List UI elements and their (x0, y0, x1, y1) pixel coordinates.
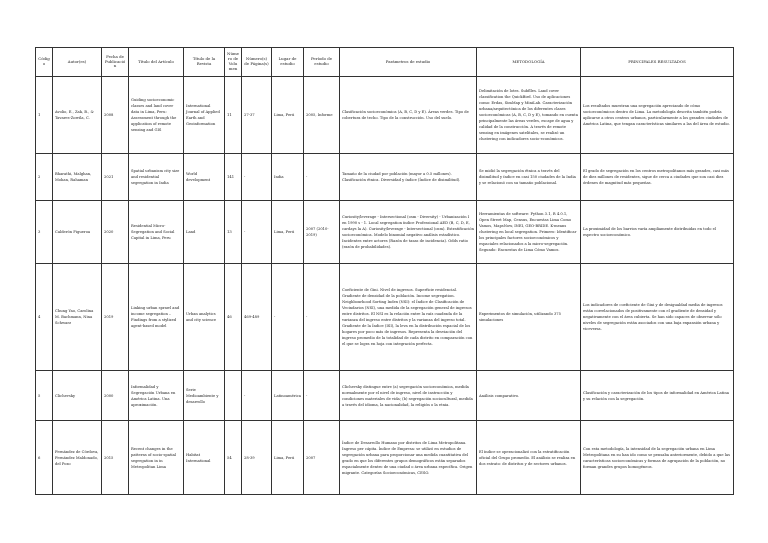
cell-volumen: 46 (225, 264, 242, 371)
cell-autores: Calderón Figueroa (53, 201, 102, 264)
cell-paginas: 28-39 (242, 421, 272, 495)
cell-parametros: Clichevsky distingue entre (a) segregación socioeconómica, medida normalmente por el nivel de ingreso, nivel de instrucción y condiciones materiales de vida; (b) segregación sociocultural, medida a través del idioma, la nacionalidad, la religión o la etnia. (340, 371, 477, 421)
header-periodo: Período de estudio (304, 48, 340, 77)
header-parametros: Parámetros de estudio (340, 48, 477, 77)
cell-titulo-articulo: Linking urban sprawl and income segregation – Findings from a stylized agent-based model (129, 264, 184, 371)
cell-volumen: 13 (225, 201, 242, 264)
header-lugar: Lugar de estudio (272, 48, 304, 77)
header-fecha: Fecha de Publicación (102, 48, 129, 77)
table-row (36, 371, 734, 421)
cell-lugar: Lima, Perú (272, 77, 304, 154)
header-resultados: PRINCIPALES RESULTADOS (581, 48, 734, 77)
table-row (36, 154, 734, 201)
cell-paginas: - (242, 201, 272, 264)
cell-periodo: - (304, 371, 340, 421)
literature-review-table (35, 47, 734, 495)
cell-titulo-articulo: Guiding socioeconomic classes and land cover data in Lima, Peru: Assessment through the application of remote sensing and GIS (129, 77, 184, 154)
cell-paginas: - (242, 371, 272, 421)
cell-periodo: 2007 (2010-2019) (304, 201, 340, 264)
cell-titulo-revista: Urban analytics and city science (184, 264, 225, 371)
cell-codigo: 3 (36, 201, 53, 264)
cell-fecha: 2021 (102, 154, 129, 201)
cell-titulo-revista: Habitat International (184, 421, 225, 495)
cell-codigo: 2 (36, 154, 53, 201)
cell-parametros: Índice de Desarrollo Humano por distritos de Lima Metropolitana. Ingreso per cápita. Índice de Empresa: se utilizó en estudios de segregación urbana para proporcionar una medida cuantitativa del grado en que los diferentes grupos demográficos están separados espacialmente dentro de una ciudad o área urbana específica. Origen migrante. Categorías Socioeconómicas, CESO. (340, 421, 477, 495)
cell-codigo: 5 (36, 371, 53, 421)
header-titulo-revista: Título de la Revista (184, 48, 225, 77)
table-row (36, 201, 734, 264)
cell-periodo: 2007 (304, 421, 340, 495)
cell-resultados: La proximidad de los barrios varía ampliamente distribuidas en todo el espectro socioeconómico. (581, 201, 734, 264)
cell-periodo: 2005, Informe (304, 77, 340, 154)
header-metodologia: METODOLOGÍA (477, 48, 581, 77)
cell-fecha: 2019 (102, 264, 129, 371)
cell-titulo-revista: Serie Medioambiente y desarrollo (184, 371, 225, 421)
cell-paginas: 469-489 (242, 264, 272, 371)
cell-autores: Bharathi, Malghan, Mohan, Rahaman (53, 154, 102, 201)
cell-volumen: 141 (225, 154, 242, 201)
cell-titulo-articulo: Residential Micro-Segregation and Social Capital in Lima, Peru (129, 201, 184, 264)
cell-metodologia: Análisis comparativo. (477, 371, 581, 421)
cell-fecha: 2000 (102, 371, 129, 421)
table-row (36, 421, 734, 495)
cell-titulo-revista: International Journal of Applied Earth and Geoinformation (184, 77, 225, 154)
cell-paginas: - (242, 154, 272, 201)
cell-metodologia: Se midió la segregación étnica a través del disimilitud y índice en casi 150 ciudades de la India y se relacionó con su tamaño poblacional. (477, 154, 581, 201)
cell-titulo-articulo: Informalidad y Segregación Urbana en América Latina. Una aproximación. (129, 371, 184, 421)
cell-parametros: Tamaño de la ciudad por población (mayor a 0.5 millones). Clasificación étnica. Diversidad y índice (Índice de disimilitud). (340, 154, 477, 201)
cell-parametros: Clasificación socioeconómica (A, B, C, D y E). Áreas verdes. Tipo de cobertura de techo. Tipo de la construcción. Uso del suelo. (340, 77, 477, 154)
cell-codigo: 6 (36, 421, 53, 495)
cell-titulo-revista: Land (184, 201, 225, 264)
cell-resultados: El grado de segregación en los centros metropolitanos más grandes, casi más de diez millones de residentes, sigue de cerca a ciudades que son casi diez órdenes de magnitud más pequeñas. (581, 154, 734, 201)
cell-resultados: Con esta metodología, la intensidad de la segregación urbana en Lima Metropolitana en su han ido como se pensaba anteriormente, debido a que las características socioeconómicas y formas de agrupación de la población, no forman grandes grupos homogéneos. (581, 421, 734, 495)
cell-codigo: 1 (36, 77, 53, 154)
header-autores: Autor(es) (53, 48, 102, 77)
cell-parametros: Curiosity/leverage - Intersectional (osm - Diversity) - Urbanización I en 1990 s - 1. Local segregation índice Professional AED (B, C, D, E, cardays la A). Curiosity/leverage - Intersectional (osm). Estratificación socioeconómica. Modelo binomial negativo análisis estadístico. Incidentes entre actores (Razón de tasas de incidencia). Odds ratio (razón de probabilidades). (340, 201, 477, 264)
cell-autores: Clichevsky (53, 371, 102, 421)
cell-fecha: 2020 (102, 201, 129, 264)
header-codigo: Código (36, 48, 53, 77)
header-titulo-articulo: Título del Artículo (129, 48, 184, 77)
header-row (36, 48, 734, 77)
cell-metodologia: Herramientas de software: Python 3.1, R 4.0.1, Open Street Map, Census, Encuestas Lima Como Vamos, MapsNow, INEI, GEO-BRIDE. K-means clustering en local segregation. Primero: Identificar los principales factores socioeconómicos y espaciales relacionados a la micro-segregación. Segundo: Encuestas de Lima Cómo Vamos. (477, 201, 581, 264)
header-volumen: Número de Volumen (225, 48, 242, 77)
cell-autores: Avolio, E., Zak, B., & Tavares-Zorrila, C. (53, 77, 102, 154)
cell-resultados: Clasificación y caracterización de los tipos de informalidad en América Latina y su relación con la segregación. (581, 371, 734, 421)
cell-codigo: 4 (36, 264, 53, 371)
cell-autores: Fernández de Córdova, Fernández Maldonado, del Pozo (53, 421, 102, 495)
cell-metodologia: Delimitación de lotes. Subflles. Land cover classification the QuickBird. Uso de aplicaciones como: Erdas, SimMap y MiniLab. Caracterización urbana/arquitectónica de los diferentes clases socioeconómicas (A, B, C, D y E), tomando en cuenta principalmente las áreas verdes, escape de agua y calidad de la construcción. A través de remote sensing en imágenes satelitales, se realizó un clustering con indicadores socio-económicos. (477, 77, 581, 154)
cell-titulo-articulo: Spatial urbanism city size and residential segregation in India (129, 154, 184, 201)
cell-resultados: Los resultados muestran una segregación apreciando de cómo socioeconómicos dentro de Lima. La metodología descrita también podría aplicarse a otros centros urbanos, particularmente a los grandes ciudades de América Latina, que tengan características similares a las del área de estudio. (581, 77, 734, 154)
table-row (36, 77, 734, 154)
cell-titulo-articulo: Recent changes in the patterns of socio-spatial segregation in in Metropolitan Lima (129, 421, 184, 495)
cell-metodologia: Experimentos de simulación, utilizando 375 simulaciones (477, 264, 581, 371)
cell-fecha: 2015 (102, 421, 129, 495)
cell-fecha: 2008 (102, 77, 129, 154)
cell-periodo: - (304, 154, 340, 201)
cell-lugar: Latinoamérica (272, 371, 304, 421)
table-row (36, 264, 734, 371)
cell-volumen (225, 371, 242, 421)
cell-resultados: Los indicadores de coeficiente de Gini y de desigualdad media de ingresos están correlacionados de positivamente con el gradiente de densidad y negativamente con el área cubierta. Se han sido capaces de observar sólo niveles de segregación están asociados con una baja expansión urbana y viceversa. (581, 264, 734, 371)
cell-lugar: Lima, Perú (272, 421, 304, 495)
cell-lugar: India (272, 154, 304, 201)
cell-autores: Chung Yao, Carolina M. Bachmann, Nina Schwarz (53, 264, 102, 371)
cell-lugar: - (272, 264, 304, 371)
cell-volumen: 11 (225, 77, 242, 154)
cell-volumen: 54 (225, 421, 242, 495)
header-paginas: Número(s) de Página(s) (242, 48, 272, 77)
cell-titulo-revista: World development (184, 154, 225, 201)
cell-parametros: Coeficiente de Gini. Nivel de ingresos. Superficie residencial. Gradiente de densidad de la población. Income segregation. Neighbourhood Sorting Index (NSI): el Índice de Clasificación de Vecindarios (NSI), una medida de la segregación general de ingresos entre distritos. El NSI es la relación entre la raíz cuadrada de la varianza del ingreso entre distritos y la varianza del ingreso total. Gradiente de la Índice (ISI), la leva en la distribución espacial de los hogares por poco más de ingresos. Representa la desviación del ingreso promedio de la totalidad de cada distrito en comparación con el que se logra en hoja con integración perfecta. (340, 264, 477, 371)
cell-lugar: Lima, Perú (272, 201, 304, 264)
cell-metodologia: El índice se operacionalizó con la estratificación oficial del Grupo promedio. El análisis se realiza en dos estrato: de distritos y de sectores urbanos. (477, 421, 581, 495)
cell-paginas: 27-37 (242, 77, 272, 154)
cell-periodo: - (304, 264, 340, 371)
